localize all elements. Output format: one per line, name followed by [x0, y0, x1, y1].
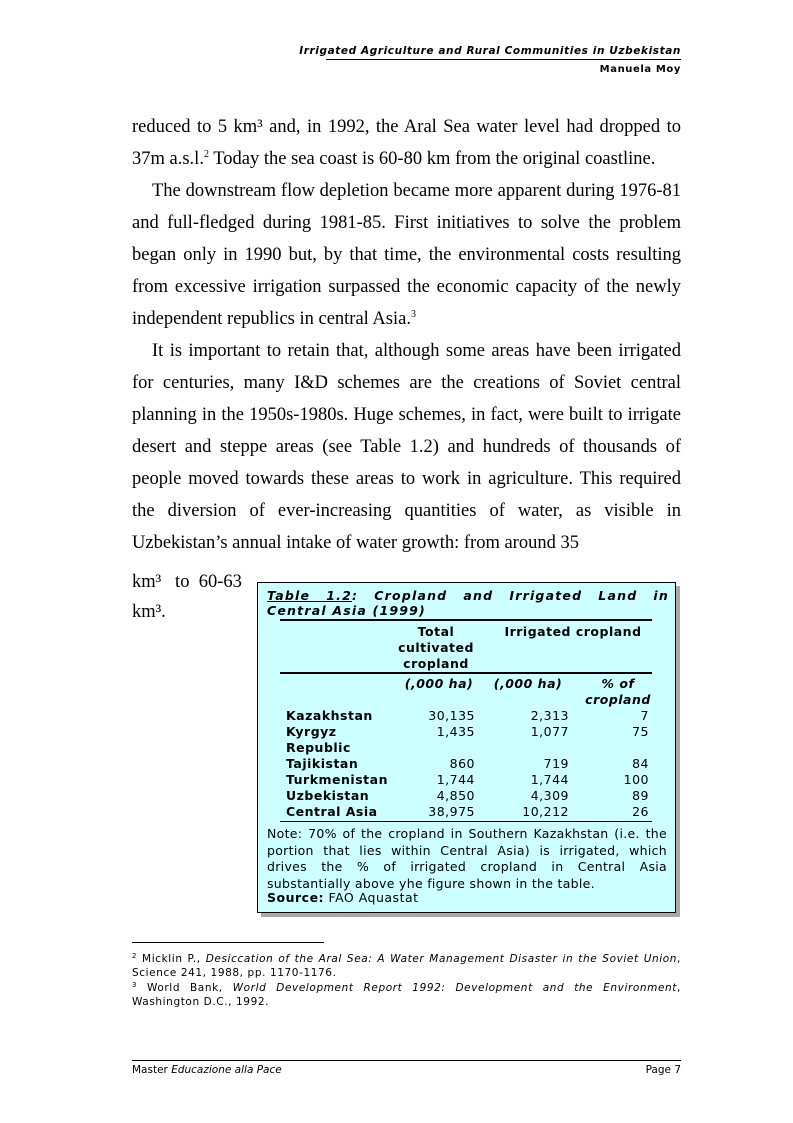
page-number: Page 7	[645, 1064, 681, 1076]
footnote-rule	[132, 942, 324, 943]
unit-total: (,000 ha)	[404, 676, 474, 691]
table-box	[257, 582, 676, 913]
table-bottom-rule	[280, 821, 652, 822]
col-header-irrigated: Irrigated cropland	[504, 624, 642, 639]
table-header-rule	[280, 672, 652, 674]
running-header-title: Irrigated Agriculture and Rural Communities in Uzbekistan	[299, 45, 681, 57]
footer-course: Master Educazione alla Pace	[132, 1064, 282, 1076]
table-row-continuation: Republic	[286, 740, 351, 755]
table-caption: Table 1.2: Cropland and Irrigated Land in Central Asia (1999)	[267, 588, 670, 618]
footnote-ref-2: 2	[203, 149, 209, 160]
unit-pct: % of cropland	[585, 676, 651, 707]
col-header-total: Total cultivated cropland	[398, 624, 474, 671]
unit-irrigated: (,000 ha)	[493, 676, 563, 691]
footnote-3: $^3$ World Bank, World Development Report 1992: Development and the Environment, Washington D.C., 1992.	[132, 981, 681, 1008]
paragraph-3: It is important to retain that, although some areas have been irrigated for centuries, many I&D schemes are the creations of Soviet central planning in the 1950s-1980s. Huge schemes, in fact, were built to irrigate desert and steppe areas (see Table 1.2) and hundreds of thousands of people moved towards these areas to work in agriculture. This required the diversion of ever-increasing quantities of water, as visible in Uzbekistan’s annual intake of water growth: from around 35	[132, 341, 681, 553]
header-rule	[326, 59, 681, 60]
running-header-author: Manuela Moy	[599, 64, 681, 75]
table-note: Note: 70% of the cropland in Southern Kazakhstan (i.e. the portion that lies within Central Asia) is irrigated, which drives the % of irrigated cropland in Central Asia substantially above yhe figure shown in the table.	[267, 826, 667, 892]
table-source: Source: FAO Aquastat	[267, 890, 419, 905]
footnote-ref-3: 3	[410, 309, 416, 320]
paragraph-3-wrap-line-1: km³ to 60-63	[132, 572, 242, 592]
table-row: Kazakhstan 30,135 2,313 7	[286, 708, 649, 723]
body-text	[132, 111, 681, 559]
paragraph-3-wrap-line-2: km³.	[132, 602, 166, 622]
table-top-rule	[280, 619, 652, 621]
table-row: Uzbekistan 4,850 4,309 89	[286, 788, 649, 803]
table-row: Tajikistan 860 719 84	[286, 756, 649, 771]
table-row: Turkmenistan 1,744 1,744 100	[286, 772, 649, 787]
table-row: Central Asia 38,975 10,212 26	[286, 804, 649, 819]
footer-rule	[132, 1060, 681, 1061]
table-row: Kyrgyz 1,435 1,077 75	[286, 724, 649, 739]
paragraph-2: The downstream flow depletion became more apparent during 1976-81 and full-fledged during 1981-85. First initiatives to solve the problem began only in 1990 but, by that time, the environmental costs resulting from excessive irrigation surpassed the economic capacity of the newly independent republics in central Asia.$^3$	[132, 181, 681, 329]
footnote-2: $^2$ Micklin P., Desiccation of the Aral Sea: A Water Management Disaster in the Soviet Union, Science 241, 1988, pp. 1170-1176.	[132, 952, 681, 979]
paragraph-1: reduced to 5 km³ and, in 1992, the Aral Sea water level had dropped to 37m a.s.l.$^2$ Today the sea coast is 60-80 km from the original coastline.	[132, 117, 681, 169]
